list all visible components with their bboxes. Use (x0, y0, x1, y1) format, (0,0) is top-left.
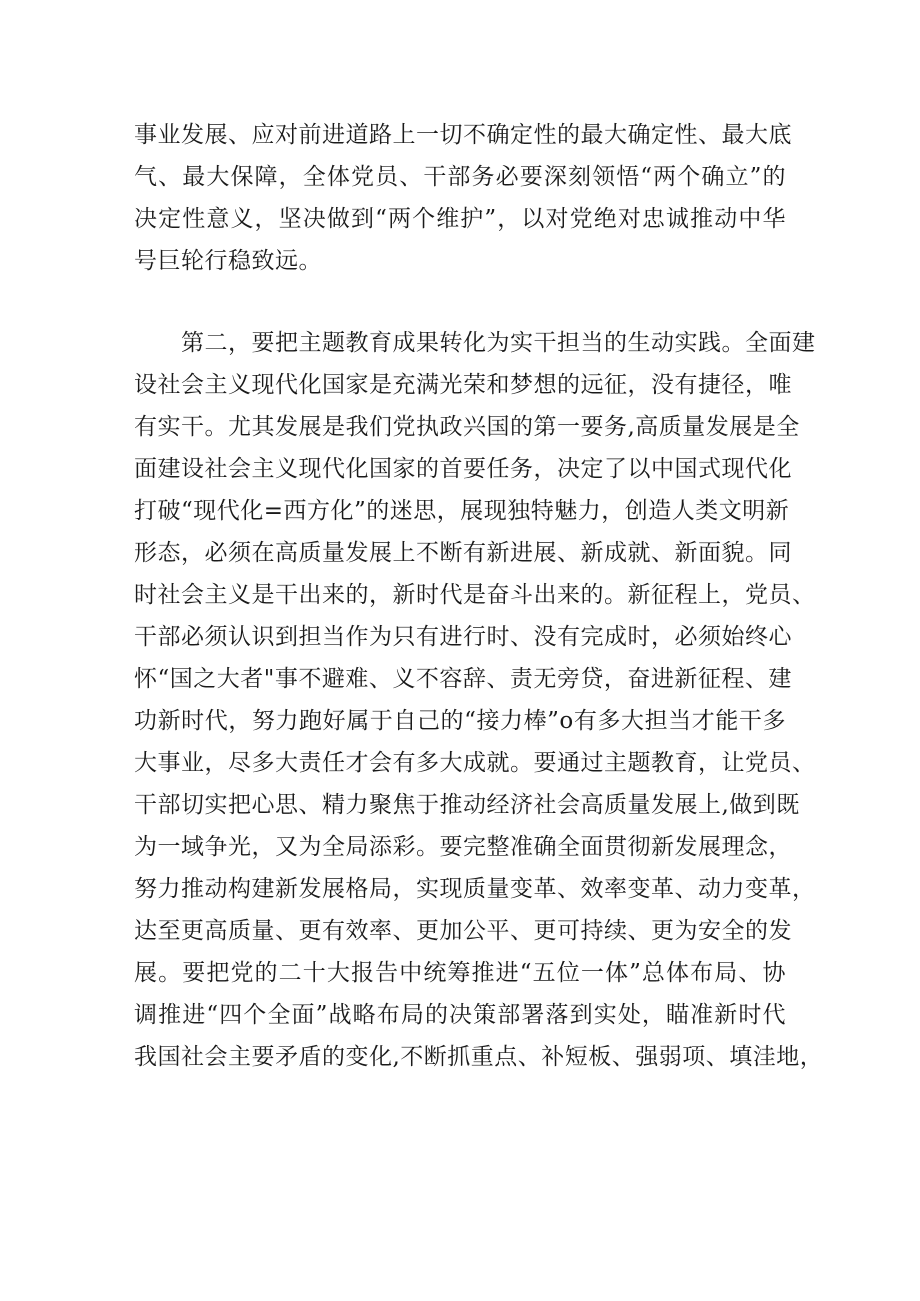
text-line: 事业发展、应对前进道路上一切不确定性的最大确定性、最大底 (134, 122, 792, 148)
text-line: 设社会主义现代化国家是充满光荣和梦想的远征，没有捷径，唯 (134, 372, 792, 398)
text-line: 打破“现代化=西方化”的迷思，展现独特魅力，创造人类文明新 (134, 498, 790, 524)
text-line: 干部切实把心思、精力聚焦于推动经济社会高质量发展上,做到既 (134, 792, 800, 818)
text-line: 为一域争光，又为全局添彩。要完整准确全面贯彻新发展理念， (134, 834, 792, 860)
text-line: 面建设社会主义现代化国家的首要任务，决定了以中国式现代化 (134, 456, 792, 482)
text-line: 功新时代，努力跑好属于自己的“接力棒”o有多大担当才能干多 (134, 708, 786, 734)
text-line: 决定性意义，坚决做到“两个维护”，以对党绝对忠诚推动中华 (134, 206, 786, 232)
paragraph-1 (134, 114, 792, 282)
text-line: 达至更高质量、更有效率、更加公平、更可持续、更为安全的发 (134, 918, 792, 944)
text-line: 调推进“四个全面”战略布局的决策部署落到实处，瞄准新时代 (134, 1002, 786, 1028)
text-line: 努力推动构建新发展格局，实现质量变革、效率变革、动力变革， (134, 876, 816, 902)
paragraph-2 (134, 322, 824, 1078)
text-line: 怀“国之大者"事不避难、义不容辞、责无旁贷，奋进新征程、建 (134, 666, 792, 692)
text-line: 气、最大保障，全体党员、干部务必要深刻领悟“两个确立”的 (134, 164, 786, 190)
text-line: 大事业，尽多大责任才会有多大成就。要通过主题教育，让党员、 (134, 750, 816, 776)
text-line: 形态，必须在高质量发展上不断有新进展、新成就、新面貌。同 (134, 540, 792, 566)
text-line: 有实干。尤其发展是我们党执政兴国的第一要务,高质量发展是全 (134, 414, 800, 440)
text-line: 展。要把党的二十大报告中统筹推进“五位一体”总体布局、协 (134, 960, 786, 986)
text-line: 第二，要把主题教育成果转化为实干担当的生动实践。全面建 (134, 330, 816, 356)
text-line: 干部必须认识到担当作为只有进行时、没有完成时，必须始终心 (134, 624, 792, 650)
text-line: 时社会主义是干出来的，新时代是奋斗出来的。新征程上，党员、 (134, 582, 816, 608)
text-line: 我国社会主要矛盾的变化,不断抓重点、补短板、强弱项、填洼地， (134, 1044, 824, 1070)
text-line: 号巨轮行稳致远。 (134, 248, 322, 274)
